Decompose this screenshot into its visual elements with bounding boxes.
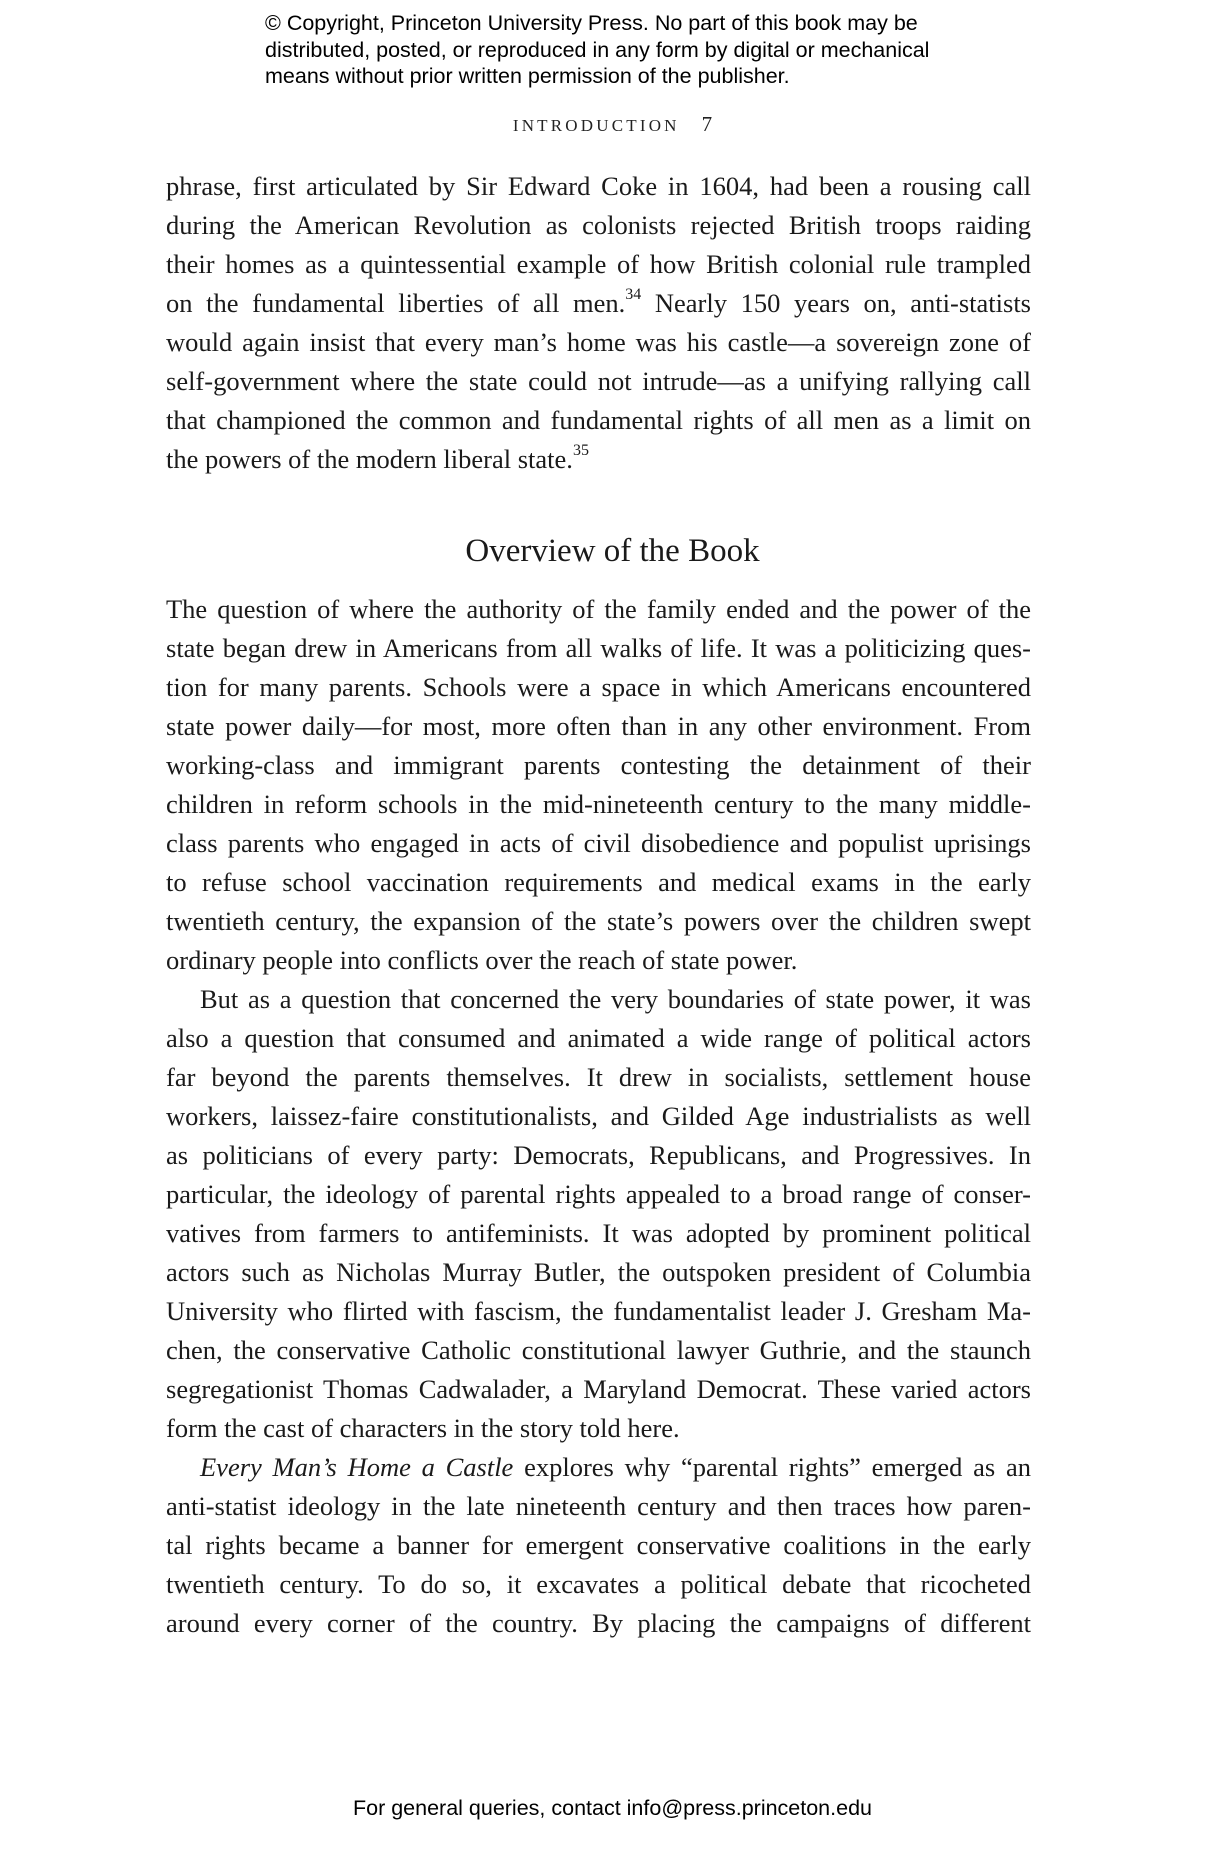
text-line: self-government where the state could not intrude—as a unifying rallying call [166,366,1031,396]
text-line [166,1448,1031,1487]
text-line: tion for many parents. Schools were a space in which Americans encountered [166,672,1031,702]
text-line: University who flirted with fascism, the fundamentalist leader J. Gresham Ma- [166,1296,1031,1326]
text-line: state power daily—for most, more often than in any other environment. From [166,711,1031,741]
footnote-marker-35[interactable]: 35 [572,442,589,460]
text-segment: the powers of the modern liberal state. [166,444,573,474]
text-line: children in reform schools in the mid-nineteenth century to the many middle- [166,789,1031,819]
text-line: twentieth century. To do so, it excavates a political debate that ricocheted [166,1569,1031,1599]
text-line: also a question that consumed and animated a wide range of political actors [166,1023,1031,1053]
text-line: tal rights became a banner for emergent conservative coalitions in the early [166,1530,1031,1560]
text-line: The question of where the authority of the family ended and the power of the [166,594,1031,624]
text-line: phrase, first articulated by Sir Edward Coke in 1604, had been a rousing call [166,171,1031,201]
text-line: vatives from farmers to antifeminists. It was adopted by prominent political [166,1218,1031,1248]
text-line: to refuse school vaccination requirements and medical exams in the early [166,867,1031,897]
running-head-section: INTRODUCTION [512,116,680,135]
text-line: far beyond the parents themselves. It drew in socialists, settlement house [166,1062,1031,1092]
copyright-line: distributed, posted, or reproduced in any form by digital or mechanical [265,37,930,62]
text-line: ordinary people into conflicts over the reach of state power. [166,945,798,975]
text-line: anti-statist ideology in the late nineteenth century and then traces how paren- [166,1491,1031,1521]
text-line: class parents who engaged in acts of civil disobedience and populist uprisings [166,828,1031,858]
text-line: around every corner of the country. By placing the campaigns of different [166,1608,1031,1638]
text-line: their homes as a quintessential example of how British colonial rule trampled [166,249,1031,279]
text-line: segregationist Thomas Cadwalader, a Maryland Democrat. These varied actors [166,1374,1031,1404]
paragraph-1 [166,167,1031,479]
text-line: working-class and immigrant parents contesting the detainment of their [166,750,1031,780]
section-heading: Overview of the Book [465,533,760,569]
footer-contact: For general queries, contact info@press.princeton.edu [352,1796,872,1820]
text-line: particular, the ideology of parental rights appealed to a broad range of conser- [166,1179,1031,1209]
text-line: workers, laissez-faire constitutionalists, and Gilded Age industrialists as well [166,1101,1031,1131]
copyright-line: means without prior written permission of the publisher. [265,64,790,88]
text-line: that championed the common and fundamental rights of all men as a limit on [166,405,1031,435]
text-line: form the cast of characters in the story told here. [166,1413,680,1443]
text-line [166,284,1031,323]
text-line: But as a question that concerned the very boundaries of state power, it was [200,984,1031,1014]
text-segment: explores why “parental rights” emerged as an [513,1452,1031,1482]
text-line [166,440,1031,479]
text-line: would again insist that every man’s home was his castle—a sovereign zone of [166,327,1031,357]
running-head [0,112,1225,137]
paragraph-2 [166,590,1031,1643]
page-number: 7 [701,112,713,136]
book-title: Every Man’s Home a Castle [200,1452,514,1482]
text-line: chen, the conservative Catholic constitutional lawyer Guthrie, and the staunch [166,1335,1031,1365]
text-line: actors such as Nicholas Murray Butler, the outspoken president of Columbia [166,1257,1031,1287]
text-line: state began drew in Americans from all walks of life. It was a politicizing ques- [166,633,1031,663]
copyright-notice [265,10,985,90]
footnote-marker-34[interactable]: 34 [625,286,642,304]
text-line: twentieth century, the expansion of the state’s powers over the children swept [166,906,1031,936]
text-segment: on the fundamental liberties of all men. [166,288,626,318]
text-line: as politicians of every party: Democrats, Republicans, and Progressives. In [166,1140,1031,1170]
text-segment: Nearly 150 years on, anti-statists [641,288,1031,318]
text-line: during the American Revolution as colonists rejected British troops raiding [166,210,1031,240]
copyright-line: © Copyright, Princeton University Press. No part of this book may be [265,11,918,35]
